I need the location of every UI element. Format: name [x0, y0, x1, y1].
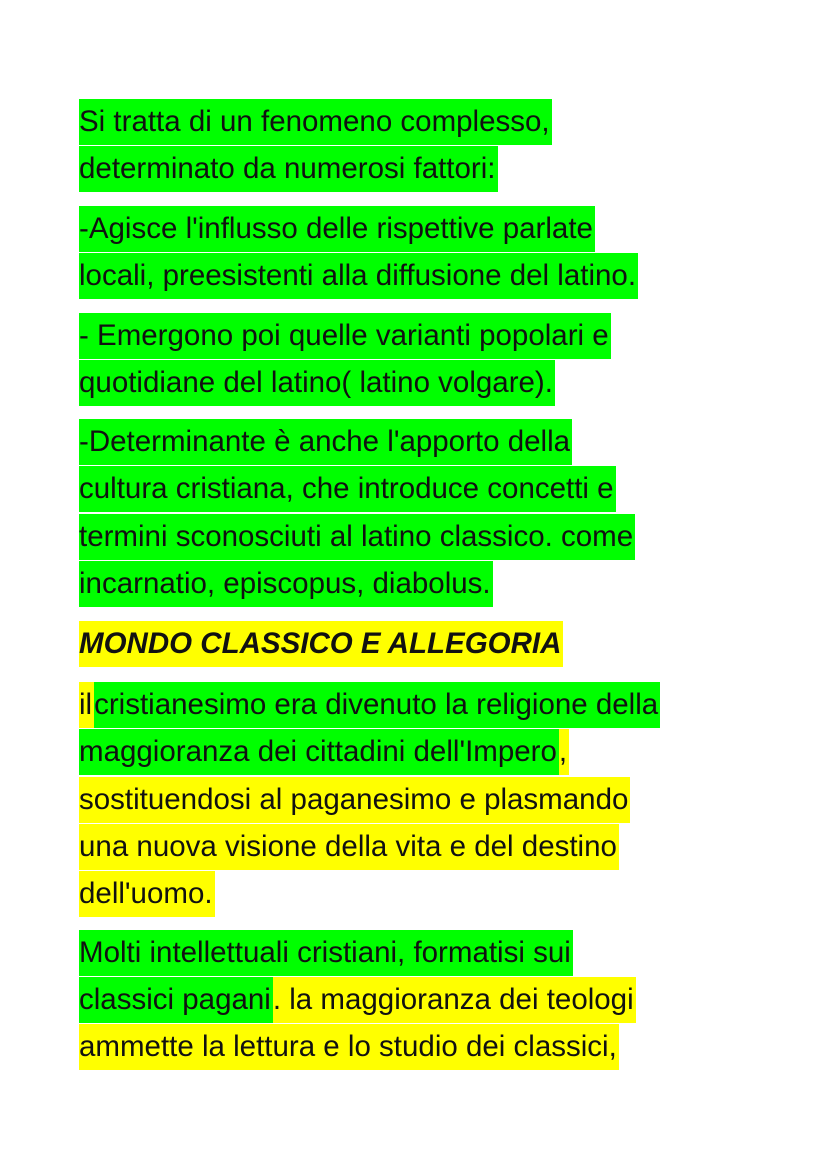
highlighted-text: -Agisce l'influsso delle rispettive parlate: [79, 206, 595, 252]
highlighted-text: - Emergono poi quelle varianti popolari e: [79, 313, 611, 359]
highlighted-text: -Determinante è anche l'apporto della: [79, 419, 572, 465]
highlighted-text: Si tratta di un fenomeno complesso,: [79, 99, 552, 145]
text-line: [79, 419, 572, 465]
text-line: [79, 871, 215, 917]
text-line: [79, 360, 555, 406]
highlighted-text: il: [79, 682, 94, 728]
section-heading: MONDO CLASSICO E ALLEGORIA: [79, 621, 563, 667]
highlighted-text: incarnatio, episcopus, diabolus.: [79, 561, 493, 607]
text-line: [79, 930, 573, 976]
highlighted-text: dell'uomo.: [79, 871, 215, 917]
text-line: [79, 466, 616, 512]
highlighted-text: determinato da numerosi fattori:: [79, 146, 498, 192]
text-line: [79, 621, 563, 667]
highlighted-text: Molti intellettuali cristiani, formatisi sui: [79, 930, 573, 976]
text-line: [79, 514, 635, 560]
highlighted-text: . la maggioranza dei teologi: [273, 977, 636, 1023]
text-line: [79, 99, 552, 145]
text-line: [79, 777, 630, 823]
highlighted-text: maggioranza dei cittadini dell'Impero: [79, 729, 559, 775]
text-line: [79, 1024, 619, 1070]
text-line: [79, 253, 638, 299]
highlighted-text: sostituendosi al paganesimo e plasmando: [79, 777, 630, 823]
text-line: [79, 729, 569, 775]
highlighted-text: classici pagani: [79, 977, 273, 1023]
text-line: [79, 206, 595, 252]
highlighted-text: ,: [559, 729, 569, 775]
text-line: [79, 824, 619, 870]
highlighted-text: cristianesimo era divenuto la religione della: [94, 682, 660, 728]
highlighted-text: termini sconosciuti al latino classico. come: [79, 514, 635, 560]
highlighted-text: una nuova visione della vita e del destino: [79, 824, 619, 870]
text-line: [79, 682, 660, 728]
text-line: [79, 146, 498, 192]
text-line: [79, 977, 636, 1023]
text-line: [79, 313, 611, 359]
highlighted-text: ammette la lettura e lo studio dei classici,: [79, 1024, 619, 1070]
highlighted-text: cultura cristiana, che introduce concetti e: [79, 466, 616, 512]
highlighted-text: locali, preesistenti alla diffusione del latino.: [79, 253, 638, 299]
highlighted-text: quotidiane del latino( latino volgare).: [79, 360, 555, 406]
text-line: [79, 561, 493, 607]
